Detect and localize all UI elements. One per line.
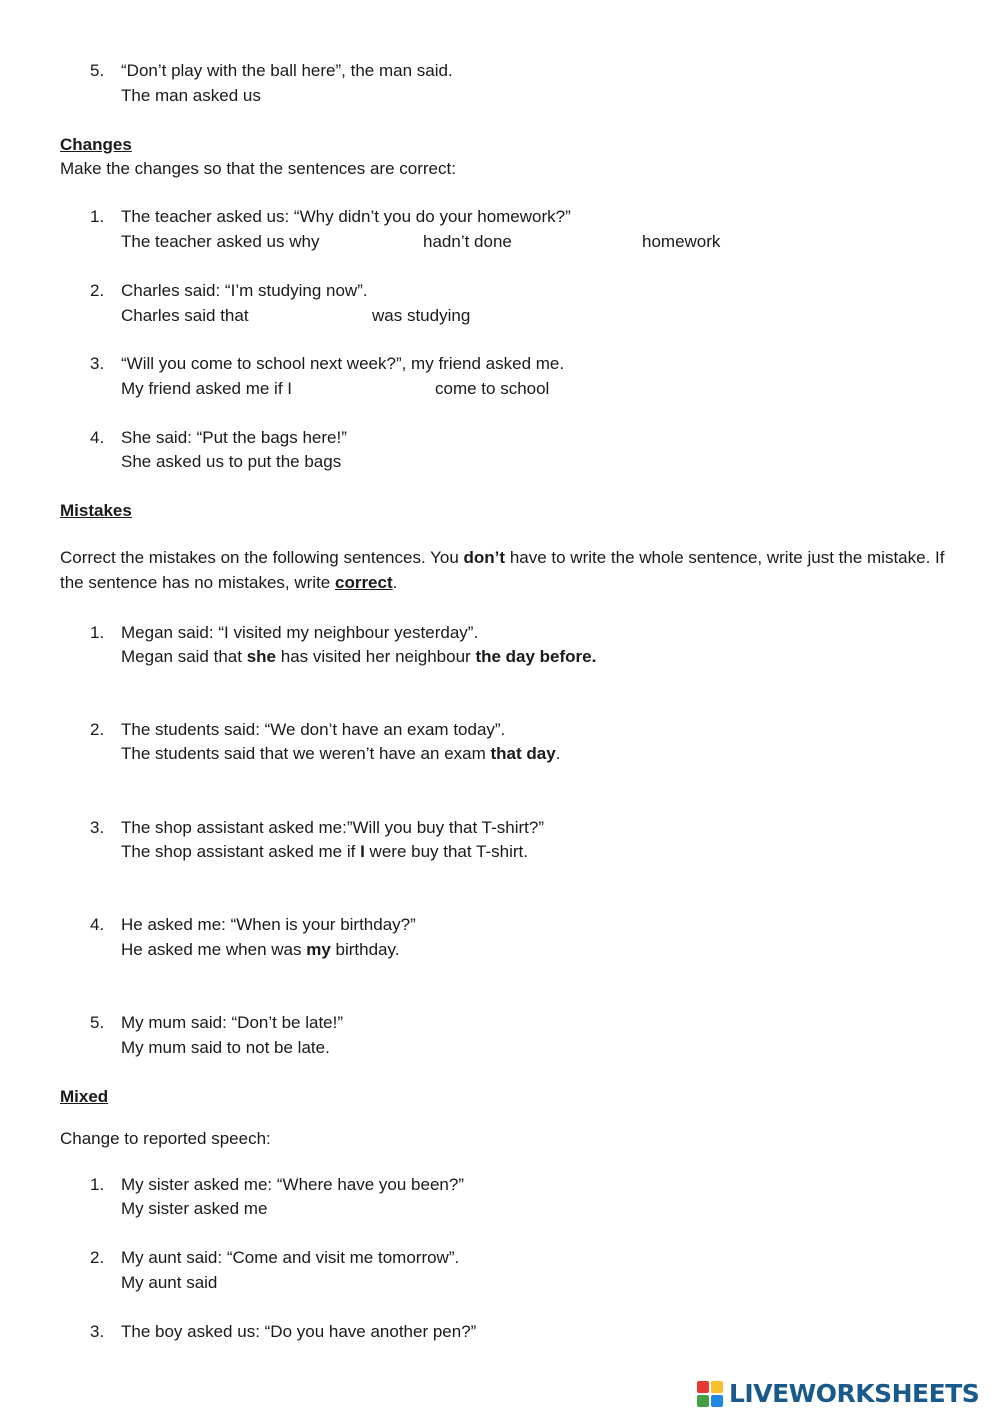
item-prompt: She said: “Put the bags here!” [121, 428, 347, 447]
item-sentence: He asked me when was my birthday. [121, 940, 400, 959]
item-sentence: The shop assistant asked me if I were buy that T-shirt. [121, 842, 528, 861]
item-number: 4. [90, 428, 105, 447]
item-number: 4. [90, 915, 105, 934]
answer-segment: homework [642, 232, 721, 251]
section-instruction: Correct the mistakes on the following sentences. You don’t have to write the whole sentence, write just the mistake. If the sentence has no mistakes, write correct. [60, 548, 945, 592]
logo-block [711, 1395, 723, 1407]
item-number: 5. [90, 1013, 105, 1032]
logo-block [697, 1381, 709, 1393]
answer-segment: She asked us to put the bags [121, 452, 342, 471]
section-instruction: Make the changes so that the sentences are correct: [60, 159, 456, 178]
item-number: 1. [90, 207, 105, 226]
item-sentence: Megan said that she has visited her neighbour the day before. [121, 647, 597, 666]
section-heading: Changes [60, 135, 132, 154]
item-prompt: Charles said: “I’m studying now”. [121, 281, 368, 300]
item-prompt: The students said: “We don’t have an exam today”. [121, 720, 506, 739]
item-prompt: Megan said: “I visited my neighbour yesterday”. [121, 623, 479, 642]
item-prompt: He asked me: “When is your birthday?” [121, 915, 416, 934]
item-answer-start: My aunt said [121, 1273, 218, 1292]
logo-block [711, 1381, 723, 1393]
section-instruction: Change to reported speech: [60, 1129, 271, 1148]
item-prompt: My sister asked me: “Where have you been?” [121, 1175, 464, 1194]
item-prompt: My mum said: “Don’t be late!” [121, 1013, 344, 1032]
item-prompt: “Will you come to school next week?”, my friend asked me. [121, 354, 565, 373]
item-prompt: My aunt said: “Come and visit me tomorrow”. [121, 1248, 460, 1267]
answer-segment: The teacher asked us why [121, 232, 320, 251]
item-prompt: The teacher asked us: “Why didn’t you do your homework?” [121, 207, 571, 226]
item-sentence: My mum said to not be late. [121, 1038, 330, 1057]
item-number: 2. [90, 720, 105, 739]
item-number: 2. [90, 1248, 105, 1267]
answer-segment: My friend asked me if I [121, 379, 293, 398]
section-heading: Mistakes [60, 501, 132, 520]
item-prompt: The boy asked us: “Do you have another pen?” [121, 1322, 477, 1341]
answer-segment: Charles said that [121, 306, 249, 325]
item-number: 5. [90, 61, 105, 80]
logo-wordmark: LIVEWORKSHEETS [729, 1379, 980, 1408]
logo-blocks-icon [697, 1381, 723, 1407]
section-heading: Mixed [60, 1087, 109, 1106]
item-answer-start: My sister asked me [121, 1199, 268, 1218]
answer-segment: hadn’t done [423, 232, 512, 251]
answer-segment: was studying [372, 306, 471, 325]
item-number: 3. [90, 818, 105, 837]
item-prompt: “Don’t play with the ball here”, the man said. [121, 61, 453, 80]
item-number: 3. [90, 354, 105, 373]
answer-segment: come to school [435, 379, 550, 398]
item-answer-start: The man asked us [121, 86, 261, 105]
item-sentence: The students said that we weren’t have an exam that day. [121, 744, 561, 763]
item-number: 2. [90, 281, 105, 300]
item-prompt: The shop assistant asked me:”Will you buy that T-shirt?” [121, 818, 544, 837]
liveworksheets-logo [697, 1378, 979, 1410]
item-number: 3. [90, 1322, 105, 1341]
item-number: 1. [90, 1175, 105, 1194]
item-number: 1. [90, 623, 105, 642]
logo-block [697, 1395, 709, 1407]
